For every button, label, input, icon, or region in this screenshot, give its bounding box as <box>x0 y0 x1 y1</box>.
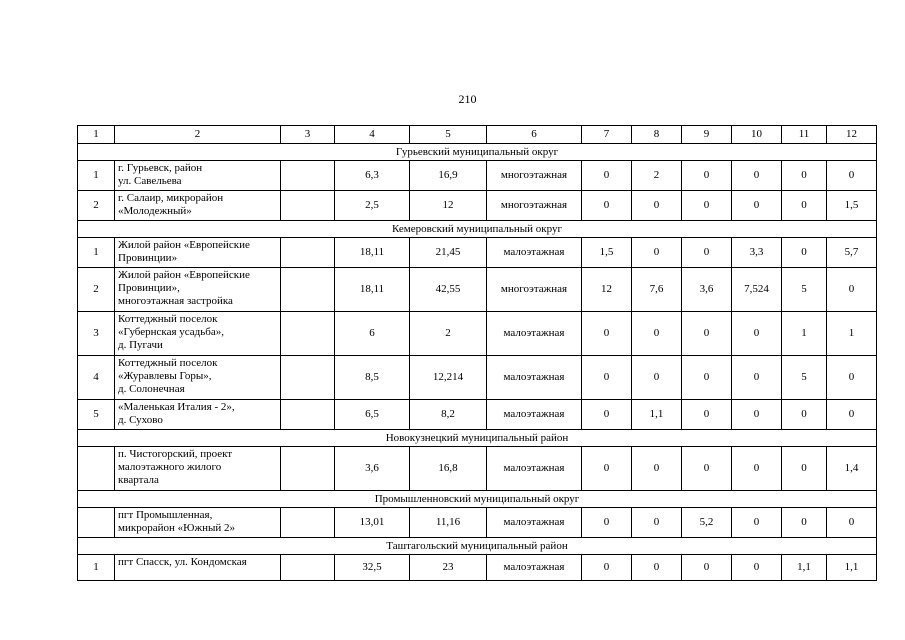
cell-c11: 5 <box>782 356 827 400</box>
section-title: Кемеровский муниципальный округ <box>78 221 877 238</box>
object-name-line: «Маленькая Италия - 2», <box>118 401 235 413</box>
table-row <box>78 268 877 312</box>
row-number <box>78 508 115 538</box>
cell-c9: 0 <box>682 400 732 430</box>
cell-c7: 0 <box>582 312 632 356</box>
cell-c9: 0 <box>682 356 732 400</box>
cell-c11: 0 <box>782 238 827 268</box>
cell-c6: малоэтажная <box>487 356 582 400</box>
cell-c8: 0 <box>632 238 682 268</box>
cell-c5: 12 <box>410 191 487 221</box>
cell-c3 <box>281 508 335 538</box>
table-row <box>78 447 877 491</box>
row-number: 2 <box>78 191 115 221</box>
object-name <box>115 356 281 400</box>
cell-c4: 18,11 <box>335 268 410 312</box>
cell-c8: 0 <box>632 312 682 356</box>
cell-c3 <box>281 555 335 581</box>
cell-c10: 0 <box>732 555 782 581</box>
section-row <box>78 538 877 555</box>
cell-c4: 18,11 <box>335 238 410 268</box>
housing-table <box>77 125 877 581</box>
header-cell: 5 <box>410 126 487 144</box>
cell-c4: 6,5 <box>335 400 410 430</box>
table-row <box>78 312 877 356</box>
table-row <box>78 400 877 430</box>
cell-c10: 7,524 <box>732 268 782 312</box>
page-number: 210 <box>458 92 477 106</box>
object-name <box>115 268 281 312</box>
cell-c3 <box>281 161 335 191</box>
cell-c5: 8,2 <box>410 400 487 430</box>
cell-c5: 2 <box>410 312 487 356</box>
cell-c9: 0 <box>682 312 732 356</box>
row-number: 2 <box>78 268 115 312</box>
cell-c3 <box>281 191 335 221</box>
header-cell: 1 <box>78 126 115 144</box>
section-row <box>78 430 877 447</box>
cell-c12: 1,1 <box>827 555 877 581</box>
cell-c12: 5,7 <box>827 238 877 268</box>
row-number: 1 <box>78 555 115 581</box>
cell-c11: 1,1 <box>782 555 827 581</box>
cell-c9: 0 <box>682 161 732 191</box>
cell-c7: 0 <box>582 508 632 538</box>
cell-c3 <box>281 447 335 491</box>
section-title: Таштагольский муниципальный район <box>78 538 877 555</box>
cell-c4: 3,6 <box>335 447 410 491</box>
object-name <box>115 555 281 581</box>
cell-c6: многоэтажная <box>487 191 582 221</box>
header-cell: 12 <box>827 126 877 144</box>
cell-c7: 0 <box>582 447 632 491</box>
cell-c10: 0 <box>732 508 782 538</box>
cell-c4: 32,5 <box>335 555 410 581</box>
cell-c8: 0 <box>632 356 682 400</box>
table-body <box>78 126 877 581</box>
cell-c6: малоэтажная <box>487 555 582 581</box>
section-row <box>78 144 877 161</box>
cell-c11: 0 <box>782 508 827 538</box>
cell-c12: 0 <box>827 161 877 191</box>
object-name-line: д. Сухово <box>118 414 163 426</box>
cell-c7: 0 <box>582 161 632 191</box>
object-name-line: пгт Спасск, ул. Кондомская <box>118 556 247 568</box>
section-title: Новокузнецкий муниципальный район <box>78 430 877 447</box>
header-cell: 9 <box>682 126 732 144</box>
cell-c10: 0 <box>732 356 782 400</box>
cell-c3 <box>281 238 335 268</box>
cell-c12: 1,4 <box>827 447 877 491</box>
object-name-line: г. Салаир, микрорайон <box>118 192 224 204</box>
cell-c3 <box>281 400 335 430</box>
cell-c6: малоэтажная <box>487 400 582 430</box>
cell-c8: 0 <box>632 447 682 491</box>
cell-c5: 42,55 <box>410 268 487 312</box>
cell-c8: 0 <box>632 191 682 221</box>
section-title: Гурьевский муниципальный округ <box>78 144 877 161</box>
cell-c6: малоэтажная <box>487 447 582 491</box>
header-cell: 2 <box>115 126 281 144</box>
object-name-line: г. Гурьевск, район <box>118 162 203 174</box>
cell-c7: 0 <box>582 356 632 400</box>
cell-c7: 0 <box>582 400 632 430</box>
cell-c8: 7,6 <box>632 268 682 312</box>
header-cell: 11 <box>782 126 827 144</box>
header-cell: 4 <box>335 126 410 144</box>
cell-c5: 16,8 <box>410 447 487 491</box>
cell-c9: 5,2 <box>682 508 732 538</box>
cell-c4: 13,01 <box>335 508 410 538</box>
cell-c3 <box>281 268 335 312</box>
cell-c11: 0 <box>782 161 827 191</box>
section-row <box>78 491 877 508</box>
object-name <box>115 161 281 191</box>
cell-c5: 16,9 <box>410 161 487 191</box>
header-cell: 6 <box>487 126 582 144</box>
table-row <box>78 161 877 191</box>
object-name-line: Жилой район «Европейские <box>118 239 250 251</box>
cell-c12: 0 <box>827 400 877 430</box>
object-name <box>115 508 281 538</box>
cell-c8: 0 <box>632 555 682 581</box>
cell-c8: 1,1 <box>632 400 682 430</box>
cell-c7: 0 <box>582 555 632 581</box>
object-name-line: Коттеджный поселок <box>118 357 218 369</box>
cell-c12: 0 <box>827 268 877 312</box>
object-name <box>115 400 281 430</box>
cell-c8: 0 <box>632 508 682 538</box>
cell-c6: малоэтажная <box>487 312 582 356</box>
cell-c5: 21,45 <box>410 238 487 268</box>
object-name <box>115 191 281 221</box>
cell-c6: малоэтажная <box>487 508 582 538</box>
object-name-line: пгт Промышленная, <box>118 509 213 521</box>
object-name-line: д. Солонечная <box>118 383 185 395</box>
cell-c6: многоэтажная <box>487 161 582 191</box>
object-name-line: д. Пугачи <box>118 339 163 351</box>
cell-c11: 1 <box>782 312 827 356</box>
object-name-line: Коттеджный поселок <box>118 313 218 325</box>
cell-c6: малоэтажная <box>487 238 582 268</box>
object-name-line: Провинции», <box>118 282 180 294</box>
row-number <box>78 447 115 491</box>
object-name-line: «Молодежный» <box>118 205 192 217</box>
object-name-line: ул. Савельева <box>118 175 182 187</box>
header-cell: 10 <box>732 126 782 144</box>
row-number: 1 <box>78 238 115 268</box>
cell-c10: 0 <box>732 447 782 491</box>
object-name-line: многоэтажная застройка <box>118 295 233 307</box>
cell-c11: 0 <box>782 191 827 221</box>
header-row <box>78 126 877 144</box>
cell-c9: 3,6 <box>682 268 732 312</box>
table-row <box>78 191 877 221</box>
cell-c4: 6 <box>335 312 410 356</box>
object-name-line: Жилой район «Европейские <box>118 269 250 281</box>
object-name-line: «Губернская усадьба», <box>118 326 225 338</box>
object-name-line: микрорайон «Южный 2» <box>118 522 236 534</box>
table-row <box>78 238 877 268</box>
cell-c4: 8,5 <box>335 356 410 400</box>
cell-c12: 1 <box>827 312 877 356</box>
cell-c10: 3,3 <box>732 238 782 268</box>
cell-c8: 2 <box>632 161 682 191</box>
cell-c10: 0 <box>732 191 782 221</box>
cell-c11: 0 <box>782 400 827 430</box>
row-number: 4 <box>78 356 115 400</box>
header-cell: 3 <box>281 126 335 144</box>
cell-c11: 5 <box>782 268 827 312</box>
object-name-line: Провинции» <box>118 252 178 264</box>
object-name <box>115 447 281 491</box>
cell-c9: 0 <box>682 447 732 491</box>
cell-c4: 6,3 <box>335 161 410 191</box>
cell-c7: 12 <box>582 268 632 312</box>
cell-c7: 0 <box>582 191 632 221</box>
row-number: 5 <box>78 400 115 430</box>
cell-c9: 0 <box>682 238 732 268</box>
object-name-line: «Журавлевы Горы», <box>118 370 212 382</box>
table-row <box>78 356 877 400</box>
row-number: 3 <box>78 312 115 356</box>
cell-c5: 11,16 <box>410 508 487 538</box>
cell-c5: 23 <box>410 555 487 581</box>
cell-c12: 0 <box>827 508 877 538</box>
cell-c3 <box>281 312 335 356</box>
cell-c11: 0 <box>782 447 827 491</box>
object-name-line: п. Чистогорский, проект <box>118 448 233 460</box>
cell-c12: 0 <box>827 356 877 400</box>
object-name <box>115 238 281 268</box>
object-name-line: малоэтажного жилого <box>118 461 222 473</box>
cell-c9: 0 <box>682 191 732 221</box>
table-row <box>78 555 877 581</box>
cell-c7: 1,5 <box>582 238 632 268</box>
cell-c5: 12,214 <box>410 356 487 400</box>
cell-c6: многоэтажная <box>487 268 582 312</box>
table-row <box>78 508 877 538</box>
header-cell: 7 <box>582 126 632 144</box>
cell-c3 <box>281 356 335 400</box>
cell-c9: 0 <box>682 555 732 581</box>
cell-c10: 0 <box>732 400 782 430</box>
section-row <box>78 221 877 238</box>
object-name <box>115 312 281 356</box>
cell-c10: 0 <box>732 312 782 356</box>
object-name-line: квартала <box>118 474 159 486</box>
cell-c4: 2,5 <box>335 191 410 221</box>
cell-c10: 0 <box>732 161 782 191</box>
section-title: Промышленновский муниципальный округ <box>78 491 877 508</box>
header-cell: 8 <box>632 126 682 144</box>
cell-c12: 1,5 <box>827 191 877 221</box>
row-number: 1 <box>78 161 115 191</box>
